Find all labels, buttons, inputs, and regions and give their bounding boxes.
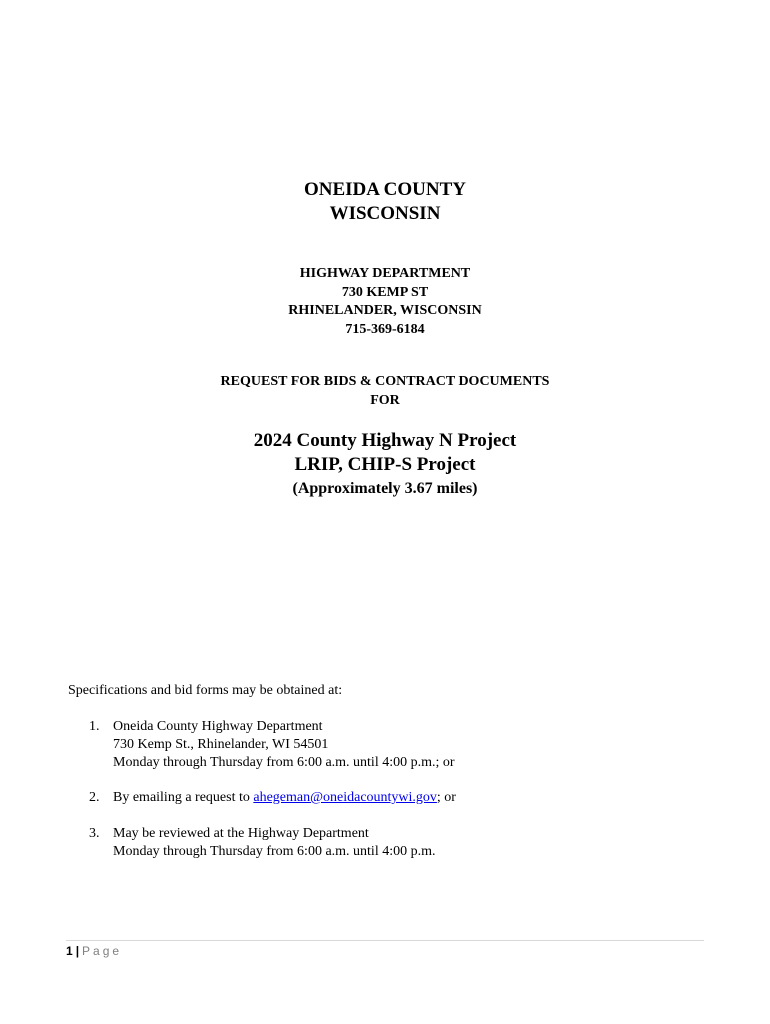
department-name: HIGHWAY DEPARTMENT xyxy=(299,266,471,281)
project-title: 2024 County Highway N Project xyxy=(253,430,517,451)
list-item-number: 3. xyxy=(89,826,100,841)
project-length: (Approximately 3.67 miles) xyxy=(292,480,478,497)
project-heading xyxy=(0,429,770,501)
department-address-block xyxy=(0,265,770,339)
project-subtitle: LRIP, CHIP-S Project xyxy=(294,454,476,475)
page-label: Page xyxy=(82,944,123,958)
list-item-number: 2. xyxy=(89,790,100,805)
email-link[interactable]: ahegeman@oneidacountywi.gov xyxy=(253,790,437,805)
department-street: 730 KEMP ST xyxy=(341,284,429,300)
county-heading xyxy=(0,178,770,226)
item-1-line-2: 730 Kemp St., Rhinelander, WI 54501 xyxy=(113,737,329,752)
intro-paragraph: Specifications and bid forms may be obtained at: xyxy=(68,683,343,698)
department-phone: 715-369-6184 xyxy=(345,321,425,337)
footer-divider xyxy=(66,940,704,941)
page-footer xyxy=(66,943,122,959)
county-name: ONEIDA COUNTY xyxy=(303,179,467,200)
item-3-line-1: May be reviewed at the Highway Department xyxy=(113,826,369,841)
request-line-1: REQUEST FOR BIDS & CONTRACT DOCUMENTS xyxy=(220,374,550,389)
item-2-prefix: By emailing a request to xyxy=(113,790,254,805)
list-item-text xyxy=(113,789,703,807)
list-item-text xyxy=(113,825,703,861)
item-1-line-1: Oneida County Highway Department xyxy=(113,719,323,734)
request-heading xyxy=(0,373,770,410)
state-name: WISCONSIN xyxy=(329,203,441,224)
request-line-2: FOR xyxy=(370,392,400,408)
footer-separator: | xyxy=(75,944,80,958)
item-1-line-3: Monday through Thursday from 6:00 a.m. until 4:00 p.m.; or xyxy=(113,755,455,770)
department-city: RHINELANDER, WISCONSIN xyxy=(288,303,482,318)
page-number: 1 xyxy=(66,944,73,958)
item-3-line-2: Monday through Thursday from 6:00 a.m. until 4:00 p.m. xyxy=(113,844,436,859)
item-2-suffix: ; or xyxy=(436,790,456,805)
list-item-text xyxy=(113,718,703,772)
list-item-number: 1. xyxy=(89,719,100,734)
